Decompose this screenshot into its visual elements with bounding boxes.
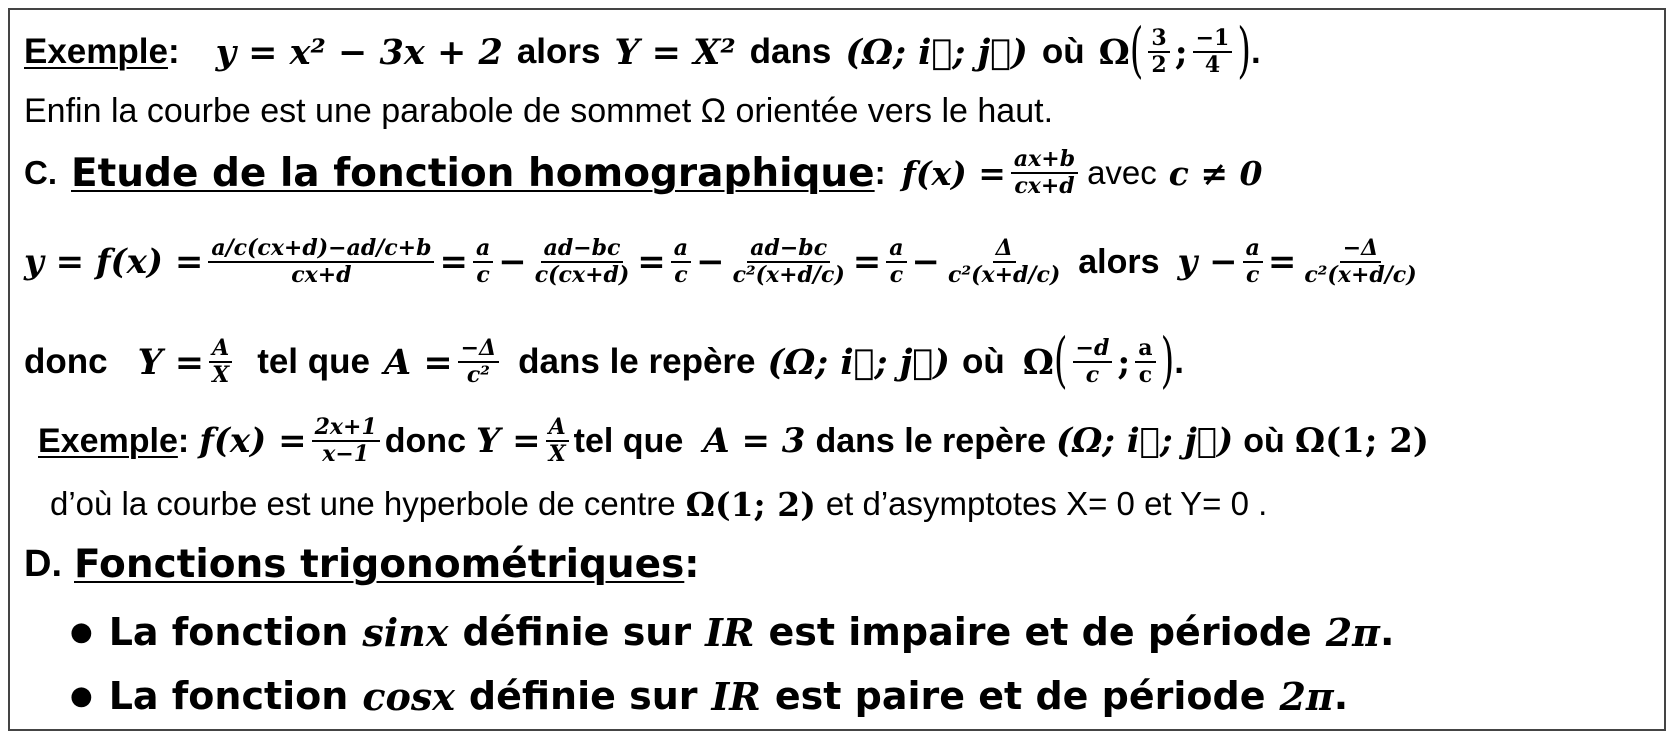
- section-letter-c: C.: [24, 154, 57, 191]
- minus-sign: −: [498, 242, 527, 282]
- equals-sign: =: [1267, 242, 1297, 282]
- word-ou: où: [1243, 421, 1285, 460]
- word-donc: donc: [384, 421, 466, 460]
- word-dans: dans: [749, 32, 832, 71]
- omega-symbol: Ω: [1022, 341, 1054, 383]
- word-alors: alors: [1078, 242, 1160, 281]
- fraction-A-X: $\frac{A}{X}$: [209, 337, 232, 387]
- fraction-A-X: $\frac{A}{X}$: [546, 416, 569, 466]
- donc-line: donc Y = $\frac{A}{X}$ tel que A = $\frac{-\Delta}{\text{c²}}$ dans le repère (Ω; i⃗; j⃗) où Ω ( $\frac{-d}{c}$ ; $\frac{a}{c}$ ) .: [24, 328, 1184, 396]
- fraction-2x1-x1: $\frac{2x+1}{x-1}$: [312, 416, 380, 466]
- section-letter-d: D.: [24, 542, 62, 585]
- condition-c-nonzero: c ≠ 0: [1168, 153, 1263, 193]
- equals-sign: =: [439, 242, 468, 282]
- fraction-a-c-center: $\frac{a}{c}$: [1135, 337, 1155, 387]
- hyperbola-text-start: d’où la courbe est une hyperbole de centre: [50, 485, 676, 522]
- bullet-text: La fonction: [108, 674, 349, 718]
- homographic-fraction: $\frac{ax+b}{cx+d}$: [1011, 148, 1078, 198]
- period: .: [1333, 674, 1349, 718]
- parabola-text: Enfin la courbe est une parabole de sommet Ω orientée vers le haut.: [24, 91, 1054, 130]
- fraction-a-c: $\frac{a}{c}$: [1243, 237, 1263, 287]
- example-line-1: Exemple : y = x² − 3x + 2 alors Y = X² dans (Ω; i⃗; j⃗) où Ω ( $\frac{3}{2}$ ; $\frac{-1}{4}$ ) .: [24, 18, 1261, 86]
- fraction-minus-d-c: $\frac{-d}{c}$: [1073, 337, 1113, 387]
- bullet-text: est impaire et de période: [768, 610, 1312, 654]
- word-tel-que: tel que: [573, 421, 684, 460]
- fraction-minus-delta-c2: $\frac{-\Delta}{\text{c²}}$: [458, 337, 500, 387]
- word-avec: avec: [1087, 154, 1157, 191]
- bullet-icon: ●: [70, 681, 93, 711]
- parabola-sentence: [24, 88, 1053, 134]
- frame-notation: (Ω; i⃗; j⃗): [767, 341, 950, 383]
- fx-label: f(x) =: [901, 153, 1006, 193]
- period-value: 2π: [1279, 673, 1334, 719]
- bullet-item-cos: [70, 666, 1348, 726]
- hyperbola-text-end: et d’asymptotes X= 0 et Y= 0 .: [825, 485, 1268, 522]
- example-label: Exemple: [38, 421, 178, 460]
- colon: :: [177, 421, 190, 460]
- section-d-heading-line: [24, 534, 700, 594]
- y-minus: y −: [1177, 242, 1238, 282]
- word-dans-repere: dans le repère: [815, 421, 1047, 460]
- example-line-2: [38, 404, 1429, 478]
- center-omega: Ω(1; 2): [685, 484, 816, 524]
- section-c-title: Etude de la fonction homographique: [71, 150, 875, 196]
- fraction-a-c: $\frac{a}{c}$: [886, 237, 906, 287]
- word-ou: où: [961, 342, 1005, 381]
- minus-sign: −: [911, 242, 941, 282]
- Y-equals: Y =: [475, 421, 541, 461]
- word-tel-que: tel que: [257, 342, 370, 381]
- equals-sign: =: [852, 242, 882, 282]
- frame-notation: (Ω; i⃗; j⃗): [845, 31, 1028, 73]
- set-IR: IR: [705, 609, 755, 655]
- colon: :: [684, 542, 700, 586]
- y-equals-fx: y = f(x) =: [24, 242, 204, 282]
- derivation-line: [24, 210, 1425, 314]
- section-c-heading-line: [24, 140, 1262, 206]
- bullet-text: définie sur: [462, 610, 692, 654]
- minus-sign: −: [696, 242, 725, 282]
- section-d-title: Fonctions trigonométriques: [74, 541, 685, 587]
- fraction-a-c: $\frac{a}{c}$: [473, 237, 493, 287]
- fraction-3-2: $\frac{3}{2}$: [1148, 27, 1169, 77]
- word-dans-repere: dans le repère: [518, 342, 756, 381]
- word-alors: alors: [516, 32, 601, 71]
- period: .: [1379, 610, 1395, 654]
- bullet-item-sin: [70, 602, 1394, 662]
- fx-label: f(x) =: [199, 421, 307, 461]
- colon: :: [874, 154, 886, 191]
- function-name: sinx: [362, 609, 449, 655]
- frame-notation: (Ω; i⃗; j⃗): [1056, 421, 1234, 461]
- fraction-a-c: $\frac{a}{c}$: [671, 237, 691, 287]
- fraction-adbc-ccxd: $\frac{ad-bc}{c(cx+d)}$: [534, 234, 630, 288]
- period-value: 2π: [1325, 609, 1380, 655]
- word-ou: où: [1041, 32, 1085, 71]
- fraction-delta-c2: $\frac{\Delta}{\text{c²(x+d/c)}}$: [948, 234, 1061, 288]
- reduced-equation: Y = X²: [614, 31, 736, 73]
- example-label: Exemple: [24, 32, 168, 71]
- colon: :: [167, 32, 180, 71]
- word-donc: donc: [24, 342, 108, 381]
- Y-equals: Y =: [137, 341, 205, 383]
- center-omega: Ω(1; 2): [1294, 421, 1429, 461]
- bullet-text: est paire et de période: [774, 674, 1266, 718]
- equals-sign: =: [637, 242, 666, 282]
- function-name: cosx: [362, 673, 455, 719]
- fraction-minus-delta: $\frac{-\Delta}{\text{c²(x+d/c)}}$: [1304, 234, 1417, 288]
- A-equals-3: A = 3: [703, 421, 806, 461]
- fraction-minus1-4: $\frac{-1}{4}$: [1193, 27, 1233, 77]
- bullet-text: La fonction: [108, 610, 349, 654]
- omega-symbol: Ω: [1098, 31, 1130, 73]
- quadratic-equation: y = x² − 3x + 2: [215, 31, 503, 73]
- set-IR: IR: [711, 673, 761, 719]
- period: .: [1174, 342, 1184, 381]
- expanded-fraction: $\frac{a/c(cx+d)-ad/c+b}{cx+d}$: [208, 237, 434, 287]
- period: .: [1251, 32, 1261, 71]
- hyperbola-sentence: [50, 480, 1267, 528]
- A-equals: A =: [383, 341, 453, 383]
- fraction-adbc-c2: $\frac{ad-bc}{\text{c²(x+d/c)}}$: [732, 234, 845, 288]
- bullet-icon: ●: [70, 617, 93, 647]
- bullet-text: définie sur: [468, 674, 698, 718]
